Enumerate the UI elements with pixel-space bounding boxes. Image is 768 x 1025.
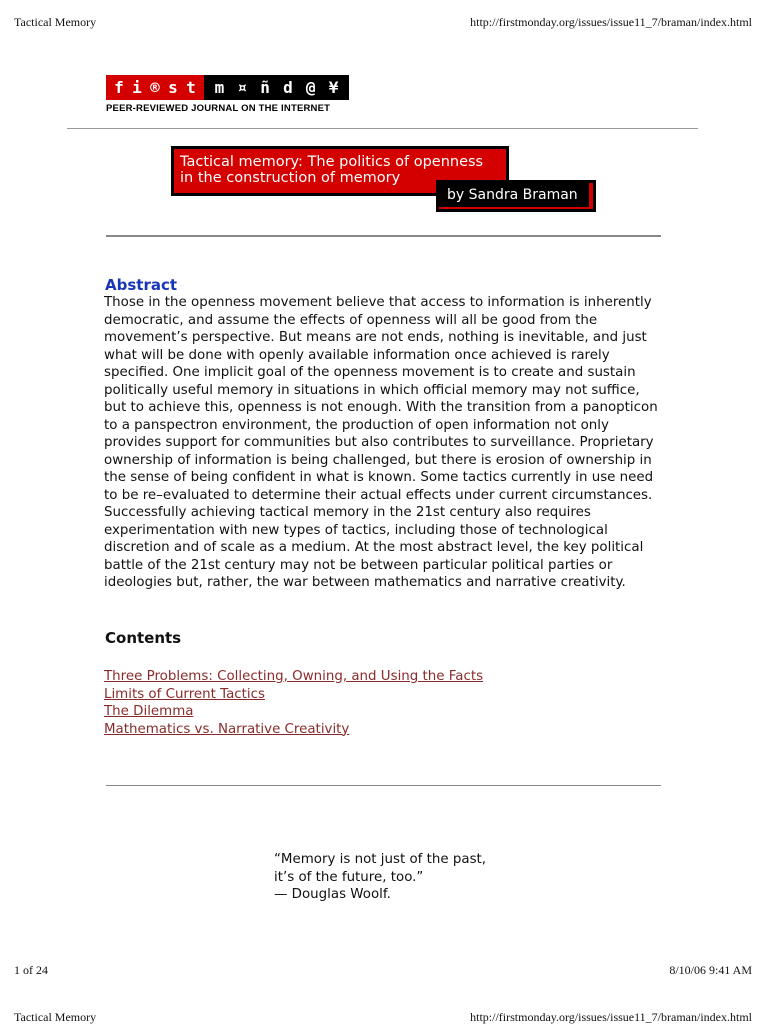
byline-frame [436, 180, 596, 212]
print-header-url: http://firstmonday.org/issues/issue11_7/braman/index.html [470, 15, 752, 29]
toc-item [104, 686, 483, 704]
logo-red-block [106, 75, 204, 100]
journal-logo[interactable] [106, 75, 349, 114]
table-of-contents [104, 668, 483, 738]
logo-glyph: i [132, 78, 142, 97]
logo-glyph: ¥ [328, 78, 339, 97]
article-title-line: in the construction of memory [180, 170, 401, 186]
logo-glyph: ¤ [237, 78, 248, 97]
abstract-heading: Abstract [105, 276, 178, 294]
logo-glyph: d [283, 78, 293, 97]
toc-item [104, 703, 483, 721]
divider [106, 785, 661, 786]
logo-glyph: f [114, 78, 124, 97]
divider [106, 235, 661, 237]
epigraph-line: “Memory is not just of the past, [274, 852, 487, 867]
logo-glyph: s [168, 78, 178, 97]
toc-link-mathematics[interactable]: Mathematics vs. Narrative Creativity [104, 721, 350, 737]
toc-item [104, 721, 483, 739]
article-byline: by Sandra Braman [439, 183, 589, 207]
page-counter: 1 of 24 [14, 963, 48, 977]
print-datetime: 8/10/06 9:41 AM [669, 963, 752, 977]
logo-glyph: @ [305, 78, 316, 97]
epigraph-attribution: — Douglas Woolf. [274, 887, 391, 902]
article-title-line: Tactical memory: The politics of openness [180, 154, 484, 170]
print-header-next-page [14, 1010, 752, 1025]
contents-heading: Contents [105, 629, 182, 647]
epigraph [274, 851, 486, 904]
logo-tagline: PEER-REVIEWED JOURNAL ON THE INTERNET [106, 103, 331, 114]
print-header-url: http://firstmonday.org/issues/issue11_7/braman/index.html [470, 1010, 752, 1024]
print-header [14, 15, 752, 30]
print-header-title: Tactical Memory [14, 1010, 97, 1024]
toc-link-three-problems[interactable]: Three Problems: Collecting, Owning, and Using the Facts [104, 669, 484, 684]
logo-glyph: ñ [260, 78, 270, 97]
logo-glyph: m [214, 78, 225, 97]
logo-black-block [204, 75, 349, 100]
abstract-text: Those in the openness movement believe that access to information is inherently democratic, and assume the effects of openness will all be good from the movement’s perspective. But means are not ends, nothing is inevitable, and just what will be done with openly available information once achieved is rarely specified. One implicit goal of the openness movement is to create and sustain politically useful memory in situations in which official memory may not suffice, but to achieve this, openness is not enough. With the transition from a panopticon to a panspectron environment, the production of open information not only provides support for communities but also contributes to surveillance. Proprietary ownership of information is being challenged, but there is erosion of ownership in the sense of being confident in what is known. Some tactics currently in use need to be re–evaluated to determine their actual effects under current circumstances. Successfully achieving tactical memory in the 21st century also requires experimentation with new types of tactics, including those of technological discretion and of scale as a medium. At the most abstract level, the key political battle of the 21st century may not be between particular political parties or ideologies but, rather, the war between mathematics and narrative creativity. [104, 295, 658, 590]
logo-glyph: ® [150, 78, 160, 97]
toc-link-dilemma[interactable]: The Dilemma [104, 704, 194, 719]
print-header-title: Tactical Memory [14, 15, 97, 29]
divider [67, 128, 698, 129]
toc-link-limits[interactable]: Limits of Current Tactics [104, 686, 265, 702]
print-footer [14, 963, 752, 978]
logo-wordmark [106, 75, 349, 100]
logo-glyph: t [186, 78, 196, 97]
epigraph-line: it’s of the future, too.” [274, 869, 424, 885]
toc-item [104, 668, 483, 686]
